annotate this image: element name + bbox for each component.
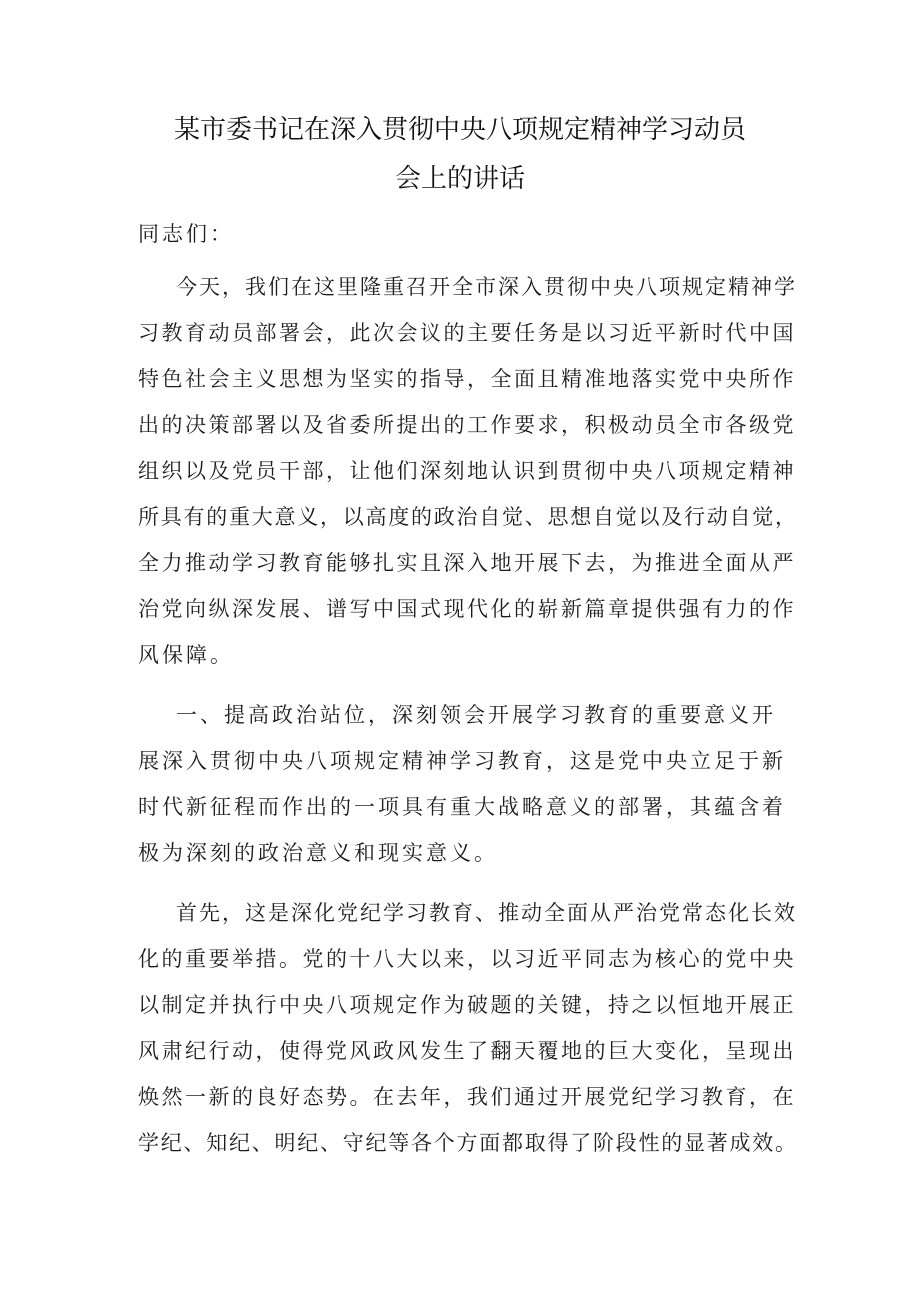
paragraph-line: 出的决策部署以及省委所提出的工作要求，积极动员全市各级党 xyxy=(138,413,796,437)
paragraph-line: 极为深刻的政治意义和现实意义。 xyxy=(138,841,498,865)
document-title-line-1: 某市委书记在深入贯彻中央八项规定精神学习动员 xyxy=(173,115,746,145)
paragraph-line: 一、提高政治站位，深刻领会开展学习教育的重要意义开 xyxy=(176,703,776,727)
paragraph-line: 焕然一新的良好态势。在去年，我们通过开展党纪学习教育，在 xyxy=(138,1085,796,1109)
paragraph-line: 时代新征程而作出的一项具有重大战略意义的部署，其蕴含着 xyxy=(138,795,786,819)
document-title-line-2: 会上的讲话 xyxy=(394,164,525,194)
paragraph-line: 展深入贯彻中央八项规定精神学习教育，这是党中央立足于新 xyxy=(138,749,786,773)
paragraph-line: 特色社会主义思想为坚实的指导，全面且精准地落实党中央所作 xyxy=(138,367,796,391)
paragraph-line: 风保障。 xyxy=(138,643,234,667)
paragraph-line: 化的重要举措。党的十八大以来，以习近平同志为核心的党中央 xyxy=(138,947,796,971)
paragraph-line: 风肃纪行动，使得党风政风发生了翻天覆地的巨大变化，呈现出 xyxy=(138,1039,796,1063)
paragraph-line: 组织以及党员干部，让他们深刻地认识到贯彻中央八项规定精神 xyxy=(138,459,796,483)
paragraph-line: 全力推动学习教育能够扎实且深入地开展下去，为推进全面从严 xyxy=(138,551,796,575)
paragraph-line: 今天，我们在这里隆重召开全市深入贯彻中央八项规定精神学 xyxy=(176,275,797,299)
paragraph-line: 学纪、知纪、明纪、守纪等各个方面都取得了阶段性的显著成效。 xyxy=(138,1131,798,1155)
salutation: 同志们： xyxy=(138,222,234,246)
paragraph-line: 习教育动员部署会，此次会议的主要任务是以习近平新时代中国 xyxy=(138,321,796,345)
paragraph-line: 治党向纵深发展、谱写中国式现代化的崭新篇章提供强有力的作 xyxy=(138,597,796,621)
paragraph-line: 所具有的重大意义，以高度的政治自觉、思想自觉以及行动自觉， xyxy=(138,505,798,529)
paragraph-line: 首先，这是深化党纪学习教育、推动全面从严治党常态化长效 xyxy=(176,901,797,925)
paragraph-line: 以制定并执行中央八项规定作为破题的关键，持之以恒地开展正 xyxy=(138,993,796,1017)
